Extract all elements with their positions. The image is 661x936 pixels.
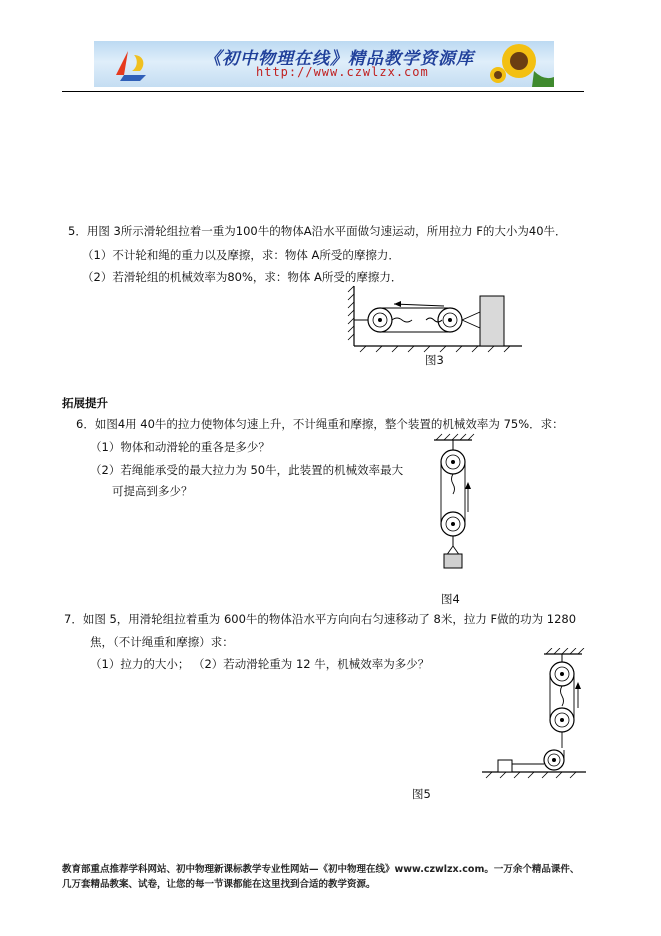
q7-stem-line1: 7．如图 5，用滑轮组拉着重为 600牛的物体沿水平方向向右匀速移动了 8米，拉力 F做的功为 1280 <box>64 612 577 626</box>
q6-part2-line2: 可提高到多少？ <box>112 484 193 498</box>
q7-parts: （1）拉力的大小； （2）若动滑轮重为 12 牛，机械效率为多少？ <box>90 657 430 671</box>
q5-part1: （1）不计轮和绳的重力以及摩擦，求：物体 A所受的摩擦力． <box>82 248 400 262</box>
figure-4-label: 图4 <box>441 592 460 606</box>
footer-note <box>62 862 579 892</box>
q7-stem-line2: 焦，（不计绳重和摩擦）求： <box>90 635 234 649</box>
figure-5-pulley-system <box>478 648 588 780</box>
site-logo-icon <box>116 51 146 81</box>
figure-3-horizontal-pulley <box>346 284 522 354</box>
header-banner <box>94 41 554 87</box>
header-divider <box>62 91 584 92</box>
q6-part1: （1）物体和动滑轮的重各是多少？ <box>90 440 270 454</box>
figure-3-label: 图3 <box>425 353 444 367</box>
banner-url[interactable]: http://www.czwlzx.com <box>256 65 429 79</box>
section-title: 拓展提升 <box>62 396 108 410</box>
footer-line-1: 教育部重点推荐学科网站、初中物理新课标教学专业性网站—《初中物理在线》www.czwlzx.com。一万余个精品课件、 <box>62 864 580 875</box>
footer-line-2: 几万套精品教案、试卷，让您的每一节课都能在这里找到合适的教学资源。 <box>62 879 376 890</box>
q6-part2-line1: （2）若绳能承受的最大拉力为 50牛，此装置的机械效率最大 <box>90 463 404 477</box>
banner-title: 《初中物理在线》精品教学资源库 <box>204 49 474 69</box>
q5-stem: 5．用图 3所示滑轮组拉着一重为100牛的物体A沿水平面做匀速运动，所用拉力 F的大小为40牛． <box>68 224 567 238</box>
q5-part2: （2）若滑轮组的机械效率为80%，求：物体 A所受的摩擦力． <box>82 270 403 284</box>
q6-stem: 6．如图4用 40牛的拉力使物体匀速上升，不计绳重和摩擦，整个装置的机械效率为 75%．求： <box>76 417 564 431</box>
figure-5-label: 图5 <box>412 787 431 801</box>
figure-4-vertical-pulley <box>428 432 478 572</box>
sunflower-image <box>490 44 554 87</box>
